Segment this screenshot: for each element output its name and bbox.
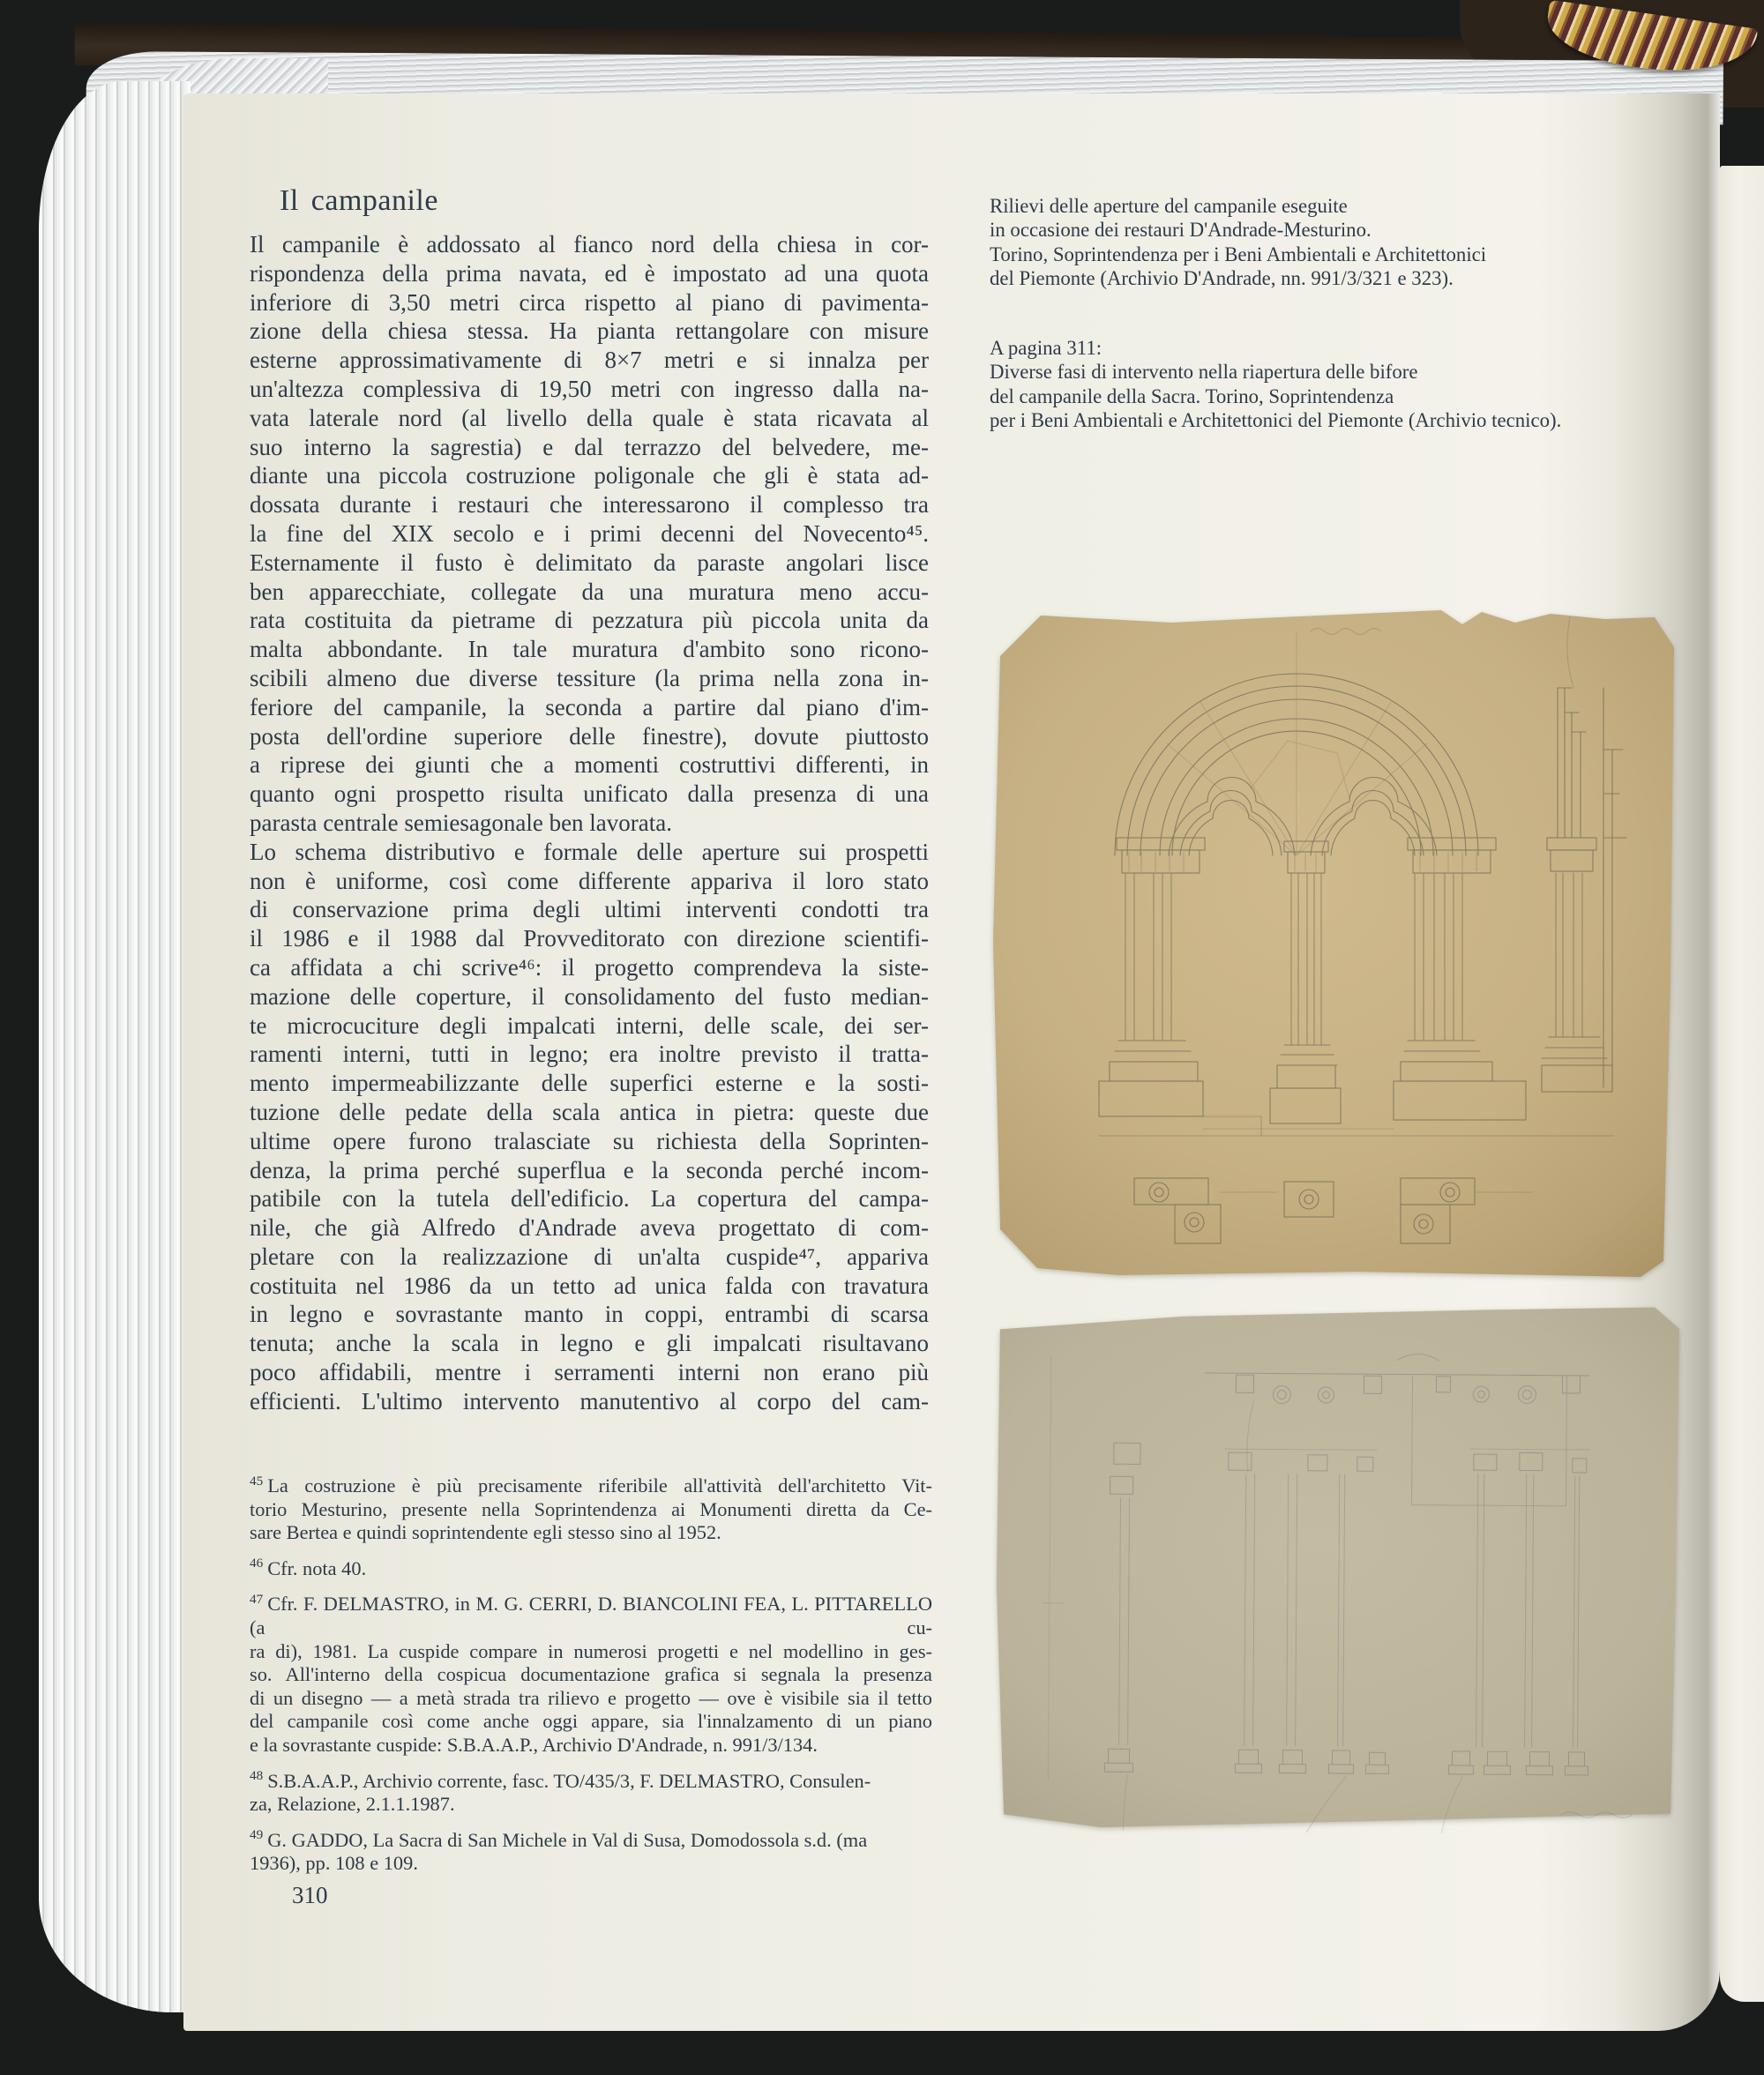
text-line: Lo schema distributivo e formale delle aperture sui prospetti [250, 838, 929, 865]
drawing-columns-svg [995, 1302, 1683, 1834]
text-line: Il campanile è addossato al fianco nord della chiesa in cor- [250, 231, 929, 258]
footnote [250, 1770, 932, 1817]
text-line: zione della chiesa stessa. Ha pianta rettangolare con misure [250, 317, 929, 345]
footnote-line: $^{45}$ La costruzione è più precisamente riferibile all'attività dell'architetto Vit- [250, 1473, 932, 1497]
drawing-paper [993, 610, 1674, 1277]
text-line: A pagina 311: [990, 337, 1102, 359]
body-text [250, 230, 929, 1416]
page-number: 310 [292, 1882, 328, 1908]
footnote-line: $^{46}$ Cfr. nota 40. [250, 1556, 367, 1579]
text-line: inferiore di 3,50 metri circa rispetto al piano di pavimenta- [250, 288, 929, 316]
text-line: la fine del XIX secolo e i primi decenni del Novecento⁴⁵. [250, 519, 929, 547]
drawing-bifora-svg [986, 607, 1679, 1282]
text-line: costituita nel 1986 da un tetto ad unica falda con travatura [250, 1272, 929, 1299]
text-line: posta dell'ordine superiore delle finestre), dovute piuttosto [250, 722, 929, 750]
text-line: Esternamente il fusto è delimitato da paraste angolari lisce [250, 549, 929, 576]
text-line: suo interno la sagrestia) e dal terrazzo del belvedere, me- [250, 433, 929, 460]
text-line: efficienti. L'ultimo intervento manutentivo al corpo del cam- [250, 1387, 929, 1414]
footnote [250, 1474, 932, 1545]
text-line: rata costituita da pietrame di pezzatura più piccola unita da [250, 607, 929, 634]
caption-rilievi [990, 194, 1649, 291]
footnote-line: e la sovrastante cuspide: S.B.A.A.P., Archivio D'Andrade, n. 991/3/134. [250, 1733, 818, 1756]
footnote-line: 1936), pp. 108 e 109. [250, 1852, 418, 1875]
text-line: ultime opere furono tralasciate su richiesta della Soprinten- [250, 1127, 929, 1154]
text-line: tenuta; anche la scala in legno e gli impalcati risultavano [250, 1330, 929, 1357]
text-line: malta abbondante. In tale muratura d'ambito sono ricono- [250, 636, 929, 663]
text-line: te microcuciture degli impalcati interni, delle scale, dei ser- [250, 1011, 929, 1039]
text-line: a riprese dei giunti che a momenti costruttivi differenti, in [250, 751, 929, 779]
drawing-column-studies [995, 1302, 1683, 1834]
text-line: Rilievi delle aperture del campanile eseguite [990, 195, 1348, 217]
footnote-line: $^{47}$ Cfr. F. DELMASTRO, in M. G. CERRI, D. BIANCOLINI FEA, L. PITTARELLO (a cu- [250, 1591, 932, 1638]
text-line: mento impermeabilizzante delle superfici esterne e la sosti- [250, 1070, 929, 1097]
footnotes [250, 1474, 932, 1888]
footnote-line: $^{48}$ S.B.A.A.P., Archivio corrente, fasc. TO/435/3, F. DELMASTRO, Consulen- [250, 1768, 871, 1792]
text-line: del Piemonte (Archivio D'Andrade, nn. 991/3/321 e 323). [990, 267, 1454, 290]
footnote-line: sare Bertea e quindi soprintendente egli stesso sino al 1952. [250, 1521, 721, 1544]
text-line: dossata durante i restauri che interessarono il complesso tra [250, 491, 929, 519]
text-line: nile, che già Alfredo d'Andrade aveva progettato di com- [250, 1214, 929, 1242]
text-line: pletare con la realizzazione di un'alta cuspide⁴⁷, appariva [250, 1243, 929, 1270]
text-line: ramenti interni, tutti in legno; era inoltre previsto il tratta- [250, 1041, 929, 1068]
page-title: Il campanile [280, 184, 438, 217]
text-line: quanto ogni prospetto risulta unificato dalla presenza di una [250, 780, 929, 808]
footnote-line: di un disegno — a metà strada tra rilievo e progetto — ove è visibile sia il tetto [250, 1686, 932, 1709]
text-line: del campanile della Sacra. Torino, Soprintendenza [990, 384, 1394, 407]
page-fan-left-edge [39, 81, 191, 2012]
text-line: un'altezza complessiva di 19,50 metri con ingresso dalla na- [250, 375, 929, 402]
text-line: diante una piccola costruzione poligonale che gli è stata ad- [250, 462, 929, 489]
footnote-line: del campanile così come anche oggi appare, sia l'innalzamento di un piano [250, 1710, 932, 1733]
footnote-number: 49 [250, 1827, 264, 1843]
caption-a-pagina-311 [990, 336, 1649, 433]
facing-page-edge [1720, 166, 1764, 2002]
footnote [250, 1593, 932, 1757]
text-line: scibili almeno due diverse tessiture (la prima nella zona in- [250, 664, 929, 691]
footnote [250, 1557, 932, 1581]
text-line: in occasione dei restauri D'Andrade-Mesturino. [990, 219, 1372, 242]
text-line: ben apparecchiate, collegate da una muratura meno accu- [250, 578, 929, 605]
text-line: Torino, Soprintendenza per i Beni Ambientali e Architettonici [990, 243, 1487, 265]
footnote-line: ra di), 1981. La cuspide compare in numerosi progetti e nel modellino in ges- [250, 1639, 932, 1662]
text-line: non è uniforme, così come differente appariva il loro stato [250, 867, 929, 894]
text-line: denza, la prima perché superflua e la seconda perché incom- [250, 1156, 929, 1183]
text-line: ca affidata a chi scrive⁴⁶: il progetto comprendeva la siste- [250, 953, 929, 981]
footnote-line: torio Mesturino, presente nella Soprintendenza ai Monumenti diretta da Ce- [250, 1497, 932, 1520]
footnote-line: so. All'interno della cospicua documentazione grafica si segnala la presenza [250, 1663, 932, 1686]
footnote-line: za, Relazione, 2.1.1.1987. [250, 1793, 455, 1816]
footnote-number: 46 [250, 1556, 264, 1571]
text-line: il 1986 e il 1988 dal Provveditorato con direzione scientifi- [250, 925, 929, 952]
drawing-bifora-elevation [986, 607, 1679, 1282]
footnote [250, 1829, 932, 1876]
text-line: feriore del campanile, la seconda a partire dal piano d'im- [250, 693, 929, 720]
text-line: Diverse fasi di intervento nella riapertura delle bifore [990, 361, 1418, 384]
text-line: in legno e sovrastante manto in coppi, entrambi di scarsa [250, 1301, 929, 1328]
text-line: rispondenza della prima navata, ed è impostato ad una quota [250, 259, 929, 287]
text-line: mazione delle coperture, il consolidamento del fusto median- [250, 982, 929, 1010]
text-line: esterne approssimativamente di 8×7 metri e si innalza per [250, 347, 929, 374]
text-line: di conservazione prima degli ultimi interventi condotti tra [250, 896, 929, 923]
footnote-line: $^{49}$ G. GADDO, La Sacra di San Michele in Val di Susa, Domodossola s.d. (ma [250, 1827, 868, 1851]
text-line: poco affidabili, mentre i serramenti interni non erano più [250, 1359, 929, 1386]
footnote-number: 47 [250, 1591, 264, 1607]
text-line: tuzione delle pedate della scala antica in pietra: queste due [250, 1098, 929, 1125]
text-line: vata laterale nord (al livello della quale è stata ricavata al [250, 404, 929, 431]
footnote-number: 45 [250, 1473, 264, 1489]
text-line: parasta centrale semiesagonale ben lavorata. [250, 809, 672, 836]
footnote-number: 48 [250, 1768, 264, 1784]
text-line: patibile con la tutela dell'edificio. La copertura del campa- [250, 1185, 929, 1213]
text-line: per i Beni Ambientali e Architettonici del Piemonte (Archivio tecnico). [990, 409, 1562, 432]
